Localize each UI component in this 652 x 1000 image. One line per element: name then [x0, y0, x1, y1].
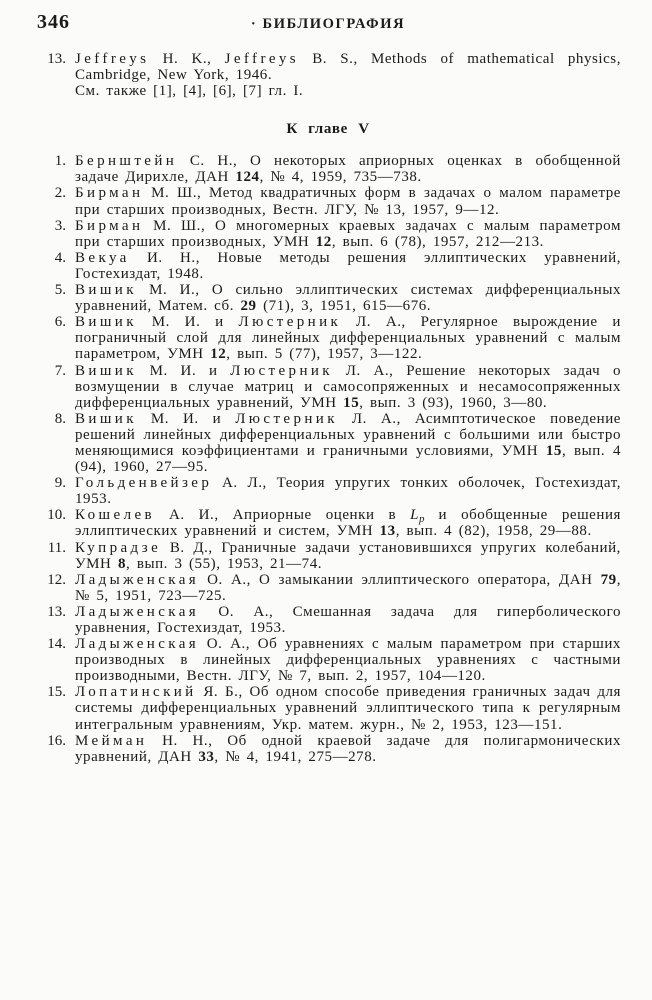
bibliography-entry — [35, 250, 621, 282]
page-content — [35, 51, 621, 765]
text-segment: 15 — [545, 442, 562, 459]
text-segment: 15 — [343, 394, 360, 411]
author-name: Ладыженская — [75, 636, 200, 653]
bibliography-entry — [35, 540, 621, 572]
text-segment: М. Ш., Метод квадратичных форм в задачах о малом параметре при старших производных, Вестн. ЛГУ, № 13, 1957, 9—12. — [75, 185, 621, 218]
author-name: Вишик — [75, 362, 137, 379]
text-segment: А. Л., Теория упругих тонких оболочек, Гостехиздат, 1953. — [75, 475, 621, 508]
text-segment: p — [419, 513, 425, 526]
text-segment: С. Н., О некоторых априорных оценках в обобщенной задаче Дирихле, ДАН — [75, 153, 621, 186]
author-name: Люстерник — [230, 362, 333, 379]
author-name: Мейман — [75, 732, 148, 749]
text-segment: Я. Б., Об одном способе приведения граничных задач для системы дифференциальных уравнений эллиптического типа к регулярным интегральным уравнениям, Укр. матем. журн., № 2, 1953, 123—151. — [75, 684, 621, 733]
author-name: Гольденвейзер — [75, 475, 213, 492]
entry-text — [75, 572, 621, 604]
entry-number: 13. — [47, 51, 66, 67]
bibliography-entry — [35, 604, 621, 636]
entry-text — [75, 282, 621, 314]
text-segment: 33 — [198, 748, 215, 765]
bibliography-entry — [35, 218, 621, 250]
text-segment: H. K., — [149, 51, 225, 67]
entry-number: 6. — [54, 314, 66, 331]
entry-text — [75, 153, 621, 185]
bibliography-entry — [35, 363, 621, 411]
text-segment: М. Ш., О многомерных краевых задачах с малым параметром при старших производных, УМН — [75, 217, 621, 250]
text-segment: , вып. 4 (82), 1958, 29—88. — [395, 523, 592, 540]
text-segment: М. И. и — [136, 362, 231, 379]
text-segment: М. И. и — [136, 314, 239, 331]
entry-text — [75, 540, 621, 572]
entry-number: 3. — [54, 217, 66, 234]
entry-number: 16. — [47, 732, 66, 749]
bibliography-entry — [35, 314, 621, 362]
entry-number: 4. — [54, 249, 66, 266]
entry-number: 14. — [47, 636, 66, 653]
running-header-title: · БИБЛИОГРАФИЯ — [250, 16, 406, 32]
entry-number: 15. — [47, 684, 66, 701]
text-segment: Л. А., Асимптотическое поведение решений линейных дифференциальных уравнений с большими или быстро меняющимися коэффициентами и граничными условиями, УМН — [75, 410, 621, 459]
entry-number: 12. — [47, 571, 66, 588]
prelude-list — [35, 51, 621, 99]
text-segment: 124 — [235, 169, 260, 186]
text-segment: 8 — [117, 555, 127, 572]
entry-number: 9. — [54, 475, 66, 492]
entry-number: 8. — [54, 410, 66, 427]
bibliography-entry — [35, 507, 621, 539]
bibliography-entry — [35, 733, 621, 765]
entry-text — [75, 363, 621, 411]
text-segment: B. S., Methods of mathematical physics, Cambridge, New York, 1946. — [75, 51, 621, 84]
text-segment: , № 4, 1941, 275—278. — [214, 748, 377, 765]
text-segment: Л. А., Регулярное вырождение и пограничный слой для линейных дифференциальных уравнений с малым параметром, УМН — [75, 314, 621, 363]
entry-number: 1. — [54, 153, 66, 170]
entry-text — [75, 250, 621, 282]
text-segment: , вып. 3 (93), 1960, 3—80. — [359, 394, 548, 411]
entry-text — [75, 411, 621, 475]
bibliography-entry — [35, 185, 621, 217]
bibliography-entry — [35, 411, 621, 475]
bibliography-entry — [35, 636, 621, 684]
bibliography-entry — [35, 153, 621, 185]
entry-number: 13. — [47, 603, 66, 620]
text-segment: М. И., О сильно эллиптических системах дифференциальных уравнений, Матем. сб. — [75, 282, 621, 315]
text-segment: М. И. и — [136, 410, 236, 427]
entry-number: 11. — [47, 539, 66, 556]
author-name: Jeffreys — [75, 51, 150, 67]
entry-text — [75, 475, 621, 507]
entry-text — [75, 604, 621, 636]
entry-number: 5. — [54, 282, 66, 299]
author-name: Кошелев — [75, 507, 155, 524]
author-name: Бирман — [75, 185, 144, 202]
entry-text — [75, 185, 621, 217]
author-name: Лопатинский — [75, 684, 197, 701]
author-name: Ладыженская — [75, 571, 200, 588]
author-name: Вишик — [75, 282, 137, 299]
text-segment: , № 5, 1951, 723—725. — [75, 571, 621, 604]
text-segment: (71), 3, 1951, 615—676. — [256, 298, 432, 315]
text-segment: В. Д., Граничные задачи установившихся упругих колебаний, УМН — [75, 539, 621, 572]
entry-number: 10. — [47, 507, 66, 524]
page-number: 346 — [37, 11, 70, 33]
bibliography-entry — [35, 475, 621, 507]
bibliography-entry — [35, 572, 621, 604]
text-segment: О. А., Смешанная задача для гиперболического уравнения, Гостехиздат, 1953. — [75, 603, 621, 636]
entry-text — [75, 51, 621, 99]
entry-text — [75, 314, 621, 362]
text-segment: L — [410, 507, 420, 524]
entry-text — [75, 733, 621, 765]
entry-text — [75, 218, 621, 250]
author-name: Ладыженская — [75, 603, 200, 620]
text-segment: См. также [1], [4], [6], [7] гл. I. — [75, 83, 304, 100]
text-segment: 12 — [210, 346, 227, 363]
text-segment: А. И., Априорные оценки в — [155, 507, 411, 524]
text-segment: О. А., Об уравнениях с малым параметром при старших производных в линейных дифференциальных уравнениях с частными производными, Вестн. ЛГУ, № 7, вып. 2, 1957, 104—120. — [75, 636, 621, 685]
text-segment: Л. А., Решение некоторых задач о возмущении в случае матриц и самосопряженных и несамосопряженных дифференциальных уравнений, УМН — [75, 362, 621, 411]
author-name: Люстерник — [235, 410, 338, 427]
author-name: Вишик — [75, 410, 137, 427]
text-segment: , № 4, 1959, 735—738. — [259, 169, 422, 186]
author-name: Бирман — [75, 217, 144, 234]
text-segment: 13 — [379, 523, 396, 540]
text-segment: 12 — [315, 233, 332, 250]
text-segment: , вып. 4 (94), 1960, 27—95. — [75, 442, 621, 476]
author-name: Бернштейн — [75, 153, 178, 170]
text-segment: О. А., О замыкании эллиптического оператора, ДАН — [199, 571, 601, 588]
entry-number: 7. — [54, 362, 66, 379]
text-segment: и обобщенные решения эллиптических уравнений и систем, УМН — [75, 507, 621, 540]
page-header — [35, 11, 621, 33]
bibliography-entry — [35, 282, 621, 314]
author-name: Купрадзе — [75, 539, 162, 556]
author-name: Люстерник — [238, 314, 342, 331]
bibliography-entry — [35, 684, 621, 732]
section-heading: К главе V — [286, 121, 370, 138]
author-name: Вишик — [75, 314, 137, 331]
text-segment: , вып. 6 (78), 1957, 212—213. — [331, 233, 544, 250]
text-segment: Н. Н., Об одной краевой задаче для полигармонических уравнений, ДАН — [75, 732, 621, 765]
entry-number: 2. — [54, 185, 66, 202]
entry-text — [75, 684, 621, 732]
author-name: Jeffreys — [224, 51, 300, 67]
text-segment: 29 — [240, 298, 257, 315]
text-segment: , вып. 5 (77), 1957, 3—122. — [226, 346, 423, 363]
text-segment: 79 — [600, 571, 617, 588]
entry-text — [75, 507, 621, 539]
entry-text — [75, 636, 621, 684]
text-segment: И. Н., Новые методы решения эллиптических уравнений, Гостехиздат, 1948. — [75, 249, 621, 282]
bibliography-list — [35, 153, 621, 765]
author-name: Векуа — [75, 249, 130, 266]
bibliography-entry — [35, 51, 621, 99]
text-segment: , вып. 3 (55), 1953, 21—74. — [126, 555, 323, 572]
